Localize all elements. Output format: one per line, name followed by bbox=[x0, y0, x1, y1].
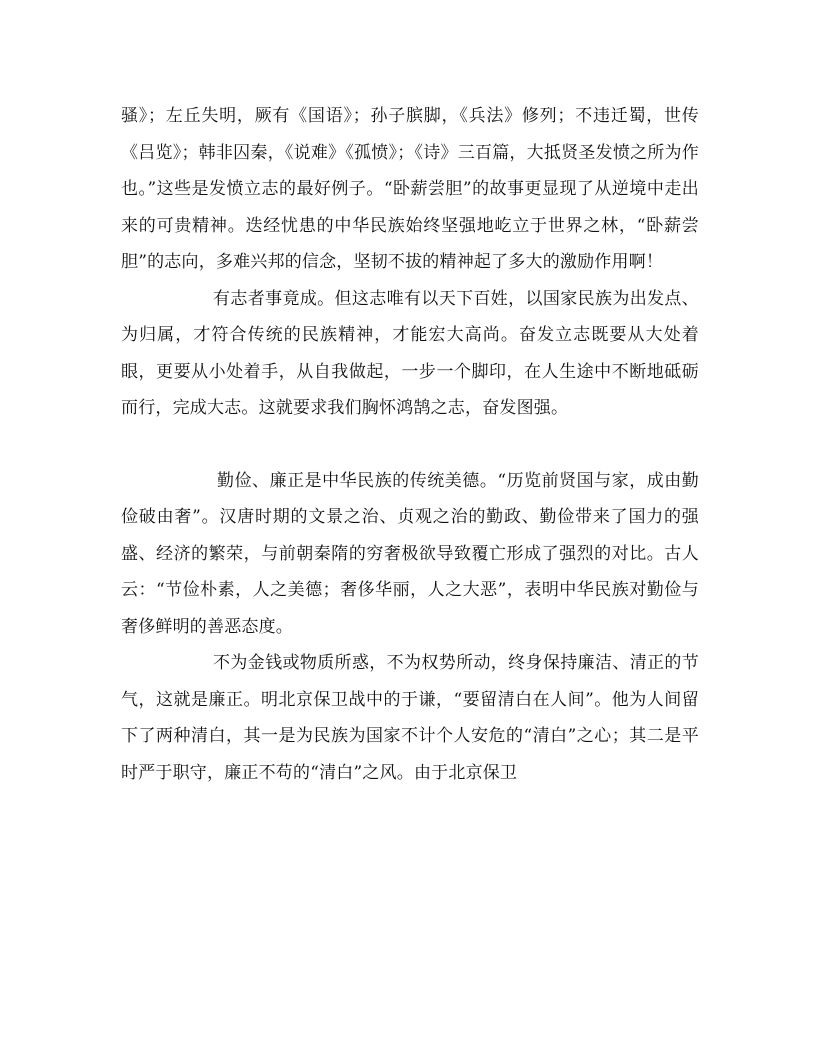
paragraph-spacer bbox=[121, 427, 699, 463]
paragraph-ambition: 有志者事竟成。但这志唯有以天下百姓，以国家民族为出发点、为归属，才符合传统的民族精神，才能宏大高尚。奋发立志既要从大处着眼，更要从小处着手，从自我做起，一步一个脚印，在人生途中不断地砥砺而行，完成大志。这就要求我们胸怀鸿鹄之志，奋发图强。 bbox=[121, 288, 699, 418]
paragraph-continuation: 骚》；左丘失明，厥有《国语》；孙子膑脚，《兵法》修列；不违迁蜀，世传《吕览》；韩非囚秦，《说难》《孤愤》；《诗》三百篇，大抵贤圣发愤之所为作也。”这些是发愤立志的最好例子。“卧薪尝胆”的故事更显现了从逆境中走出来的可贵精神。迭经忧患的中华民族始终坚强地屹立于世界之林，“卧薪尝胆”的志向，多难兴邦的信念，坚韧不拔的精神起了多大的激励作用啊！ bbox=[121, 106, 699, 272]
paragraph-frugality: 勤俭、廉正是中华民族的传统美德。“历览前贤国与家，成由勤俭破由奢”。汉唐时期的文景之治、贞观之治的勤政、勤俭带来了国力的强盛、经济的繁荣，与前朝秦隋的穷奢极欲导致覆亡形成了强烈的对比。古人云：“节俭朴素，人之美德；奢侈华丽，人之大恶”，表明中华民族对勤俭与奢侈鲜明的善恶态度。 bbox=[121, 470, 699, 637]
document-body bbox=[121, 98, 699, 791]
paragraph-integrity: 不为金钱或物质所惑，不为权势所动，终身保持廉洁、清正的节气，这就是廉正。明北京保卫战中的于谦，“要留清白在人间”。他为人间留下了两种清白，其一是为民族为国家不计个人安危的“清白”之心；其二是平时严于职守，廉正不苟的“清白”之风。由于北京保卫 bbox=[121, 653, 699, 783]
